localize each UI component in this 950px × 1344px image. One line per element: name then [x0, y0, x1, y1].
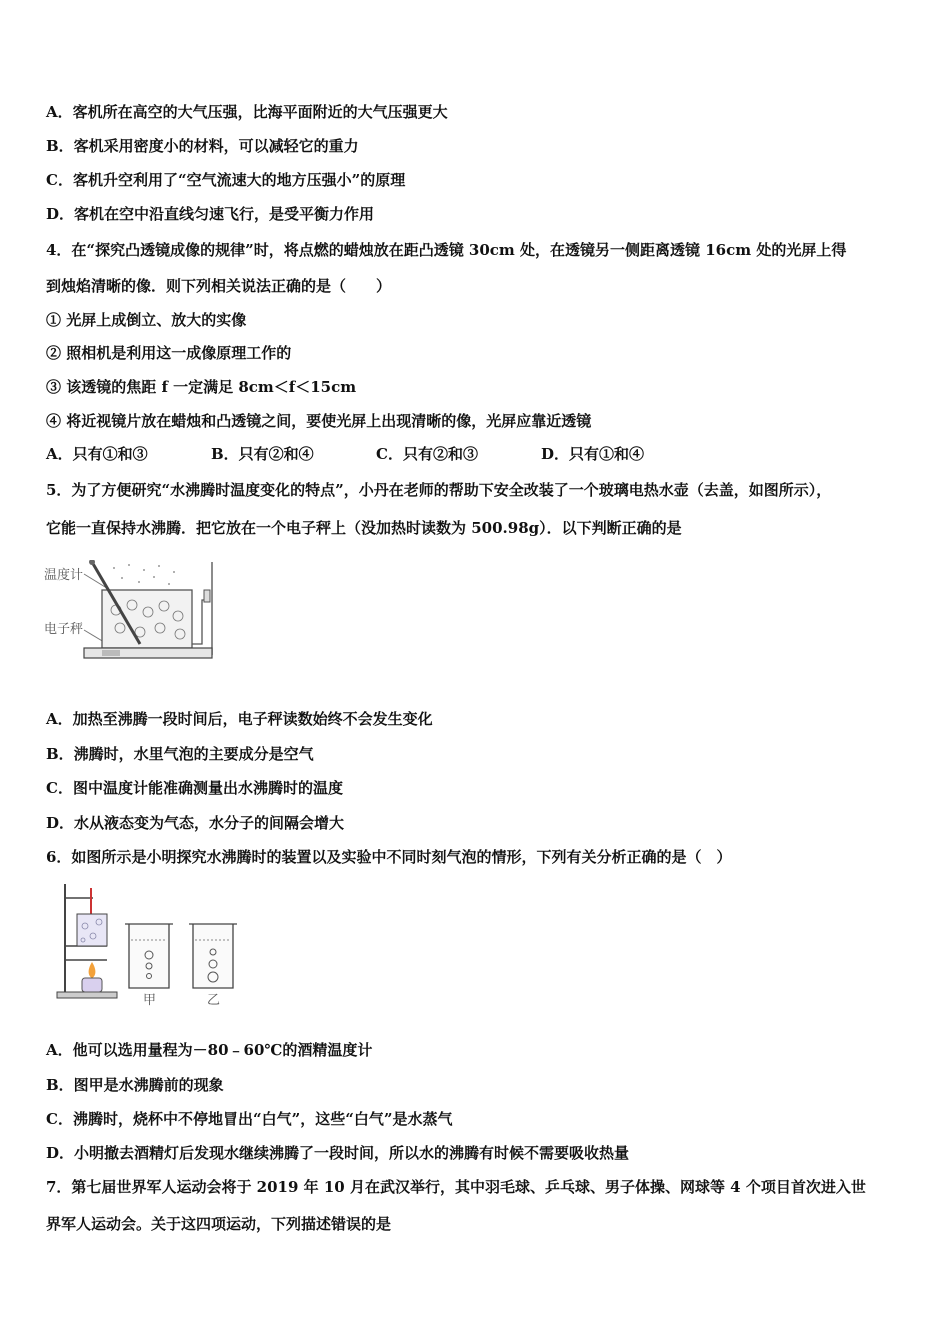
q5-stem-line2: 它能一直保持水沸腾．把它放在一个电子秤上（没加热时读数为 500.98g）．以下判断正确的是 — [46, 519, 682, 537]
q4-choice-c: C．只有②和③ — [376, 445, 478, 463]
q5-option-c: C．图中温度计能准确测量出水沸腾时的温度 — [46, 779, 343, 797]
beaker-yi-icon — [189, 924, 237, 988]
q6-option-b: B．图甲是水沸腾前的现象 — [46, 1076, 224, 1094]
q5-label-scale: 电子秤 — [44, 622, 84, 637]
steam-icon — [113, 564, 175, 585]
q6-label-jia: 甲 — [143, 993, 157, 1008]
q5-option-a: A．加热至沸腾一段时间后，电子秤读数始终不会发生变化 — [46, 710, 433, 728]
q7-stem-line1: 7．第七届世界军人运动会将于 2019 年 10 月在武汉举行，其中羽毛球、乒乓球、男子体操、网球等 4 个项目首次进入世 — [46, 1178, 866, 1196]
q6-option-c: C．沸腾时，烧杯中不停地冒出“白气”，这些“白气”是水蒸气 — [46, 1110, 453, 1128]
q6-option-a: A．他可以选用量程为－80﹣60℃的酒精温度计 — [46, 1041, 373, 1059]
q3-option-d: D．客机在空中沿直线匀速飞行，是受平衡力作用 — [46, 205, 375, 223]
beaker-jia-icon — [125, 924, 173, 988]
q7-stem-line2: 界军人运动会。关于这四项运动，下列描述错误的是 — [46, 1215, 392, 1233]
q4-choice-a: A．只有①和③ — [46, 445, 148, 463]
q5-kettle-figure — [44, 560, 224, 675]
q5-option-b: B．沸腾时，水里气泡的主要成分是空气 — [46, 745, 314, 763]
q6-boiling-figure — [55, 880, 255, 1008]
q4-statement-4: ④ 将近视镜片放在蜡烛和凸透镜之间，要使光屏上出现清晰的像，光屏应靠近透镜 — [46, 412, 592, 430]
q6-stem: 6．如图所示是小明探究水沸腾时的装置以及实验中不同时刻气泡的情形，下列有关分析正确的是（ ） — [46, 848, 732, 866]
q4-statement-2: ② 照相机是利用这一成像原理工作的 — [46, 344, 292, 362]
q5-option-d: D．水从液态变为气态，水分子的间隔会增大 — [46, 814, 345, 832]
q4-choice-d: D．只有①和④ — [541, 445, 645, 463]
q5-label-thermometer: 温度计 — [44, 568, 84, 583]
lamp-icon — [82, 978, 102, 992]
q4-statement-1: ① 光屏上成倒立、放大的实像 — [46, 311, 247, 329]
q3-option-c: C．客机升空利用了“空气流速大的地方压强小”的原理 — [46, 171, 406, 189]
q6-label-yi: 乙 — [207, 993, 221, 1008]
q4-stem-line2: 到烛焰清晰的像．则下列相关说法正确的是（ ） — [46, 277, 392, 295]
q4-stem-line1: 4．在“探究凸透镜成像的规律”时，将点燃的蜡烛放在距凸透镜 30cm 处，在透镜另一侧距离透镜 16cm 处的光屏上得 — [46, 241, 847, 259]
q4-statement-3: ③ 该透镜的焦距 f 一定满足 8cm＜f＜15cm — [46, 378, 357, 396]
kettle-icon — [102, 590, 192, 648]
q4-choice-b: B．只有②和④ — [211, 445, 314, 463]
q4-choices — [46, 444, 906, 464]
flame-icon — [89, 962, 96, 978]
q3-option-a: A．客机所在高空的大气压强，比海平面附近的大气压强更大 — [46, 103, 448, 121]
q6-option-d: D．小明撤去酒精灯后发现水继续沸腾了一段时间，所以水的沸腾有时候不需要吸收热量 — [46, 1144, 630, 1162]
q5-stem-line1: 5．为了方便研究“水沸腾时温度变化的特点”，小丹在老师的帮助下安全改装了一个玻璃电热水壶（去盖，如图所示）， — [46, 481, 832, 499]
q3-option-b: B．客机采用密度小的材料，可以减轻它的重力 — [46, 137, 359, 155]
